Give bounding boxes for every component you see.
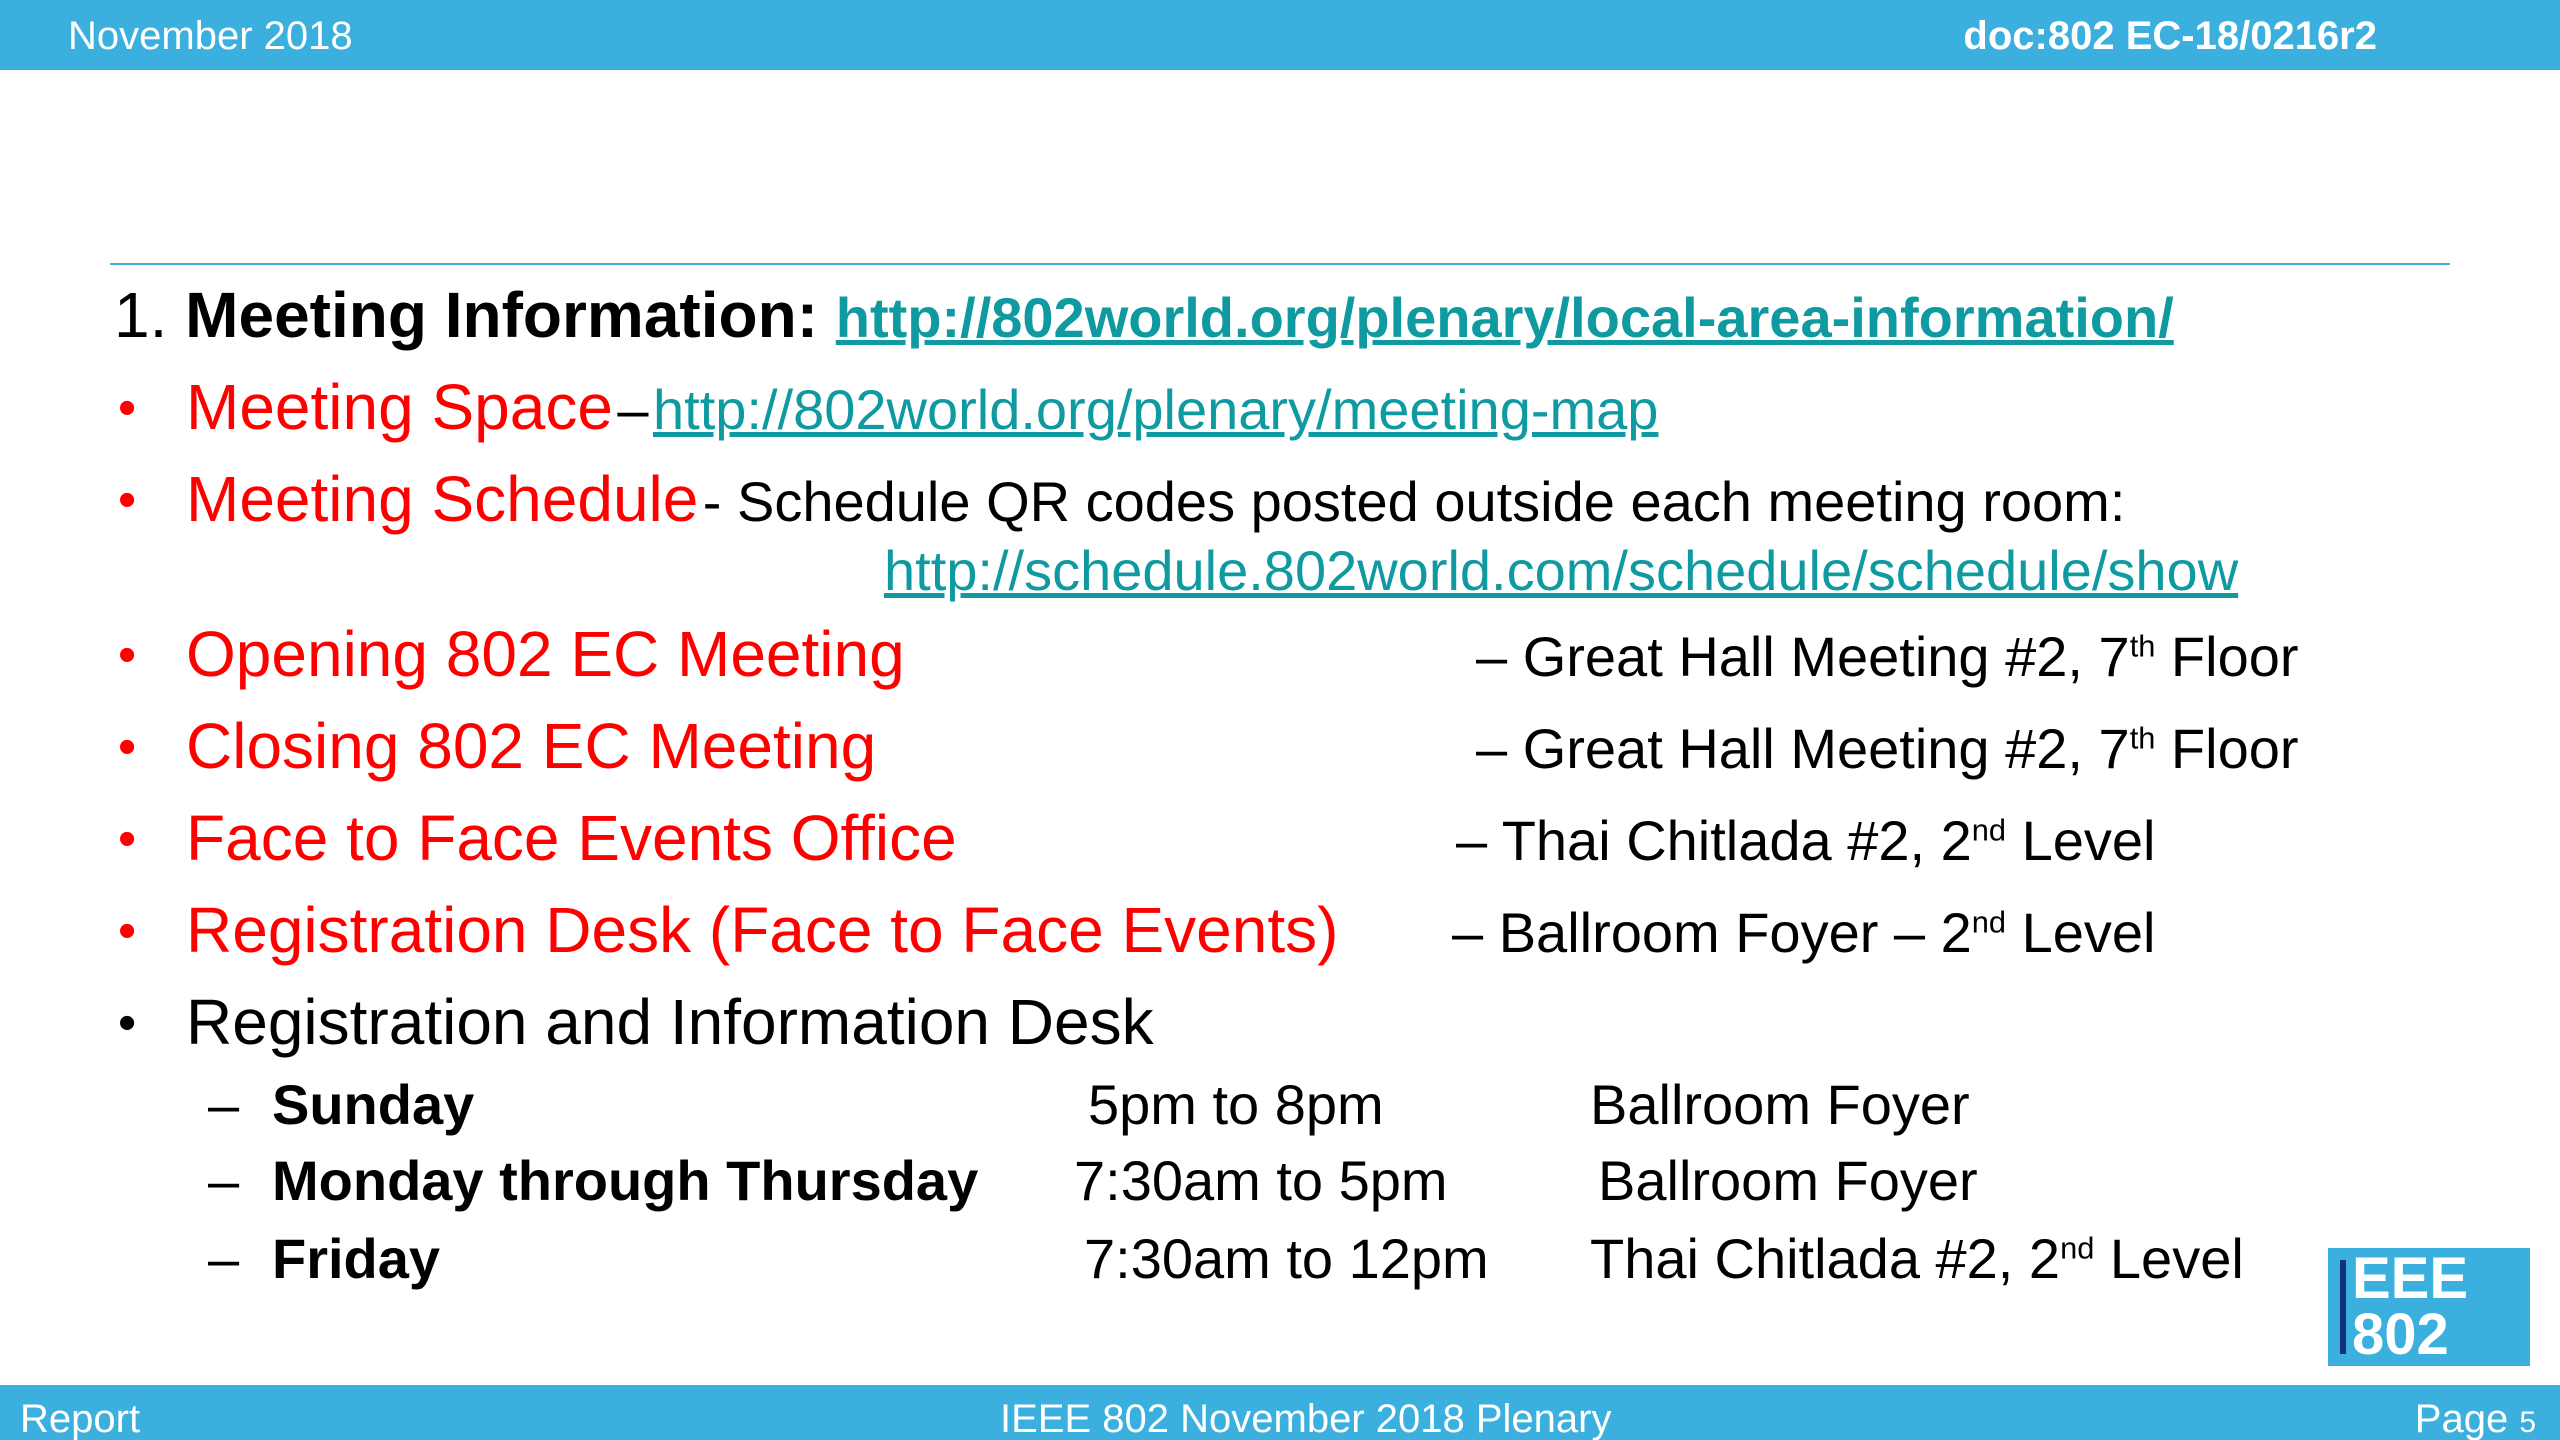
- header-date: November 2018: [68, 14, 353, 58]
- logo-line-1: EEE: [2352, 1246, 2469, 1311]
- schedule-time: 5pm to 8pm: [1088, 1073, 1384, 1136]
- schedule-row-dash: –: [208, 1149, 240, 1212]
- registration-desk-location: [1452, 900, 2155, 965]
- closing-label: Closing 802 EC Meeting: [186, 710, 877, 782]
- bullet-registration-desk: •: [118, 902, 137, 960]
- schedule-row-mon-thu: [0, 1148, 2300, 1214]
- opening-location-sup: th: [2129, 628, 2156, 664]
- schedule-time: 7:30am to 12pm: [1084, 1227, 1489, 1290]
- meeting-schedule-item: [186, 462, 2125, 536]
- closing-label-cell: [186, 709, 876, 783]
- registration-desk-location-sup: nd: [1971, 904, 2007, 940]
- schedule-place-text: Thai Chitlada #2, 2: [1590, 1227, 2061, 1290]
- meeting-space-item: [186, 370, 1658, 444]
- closing-location: [1476, 716, 2299, 781]
- registration-desk-location-suffix: Level: [2006, 901, 2156, 964]
- footer-page: [2415, 1397, 2536, 1440]
- meeting-schedule-text: - Schedule QR codes posted outside each meeting room:: [702, 470, 2126, 533]
- registration-desk-label-cell: [186, 893, 1338, 967]
- opening-location: [1476, 624, 2299, 689]
- opening-location-suffix: Floor: [2155, 625, 2299, 688]
- schedule-place-sup: nd: [2060, 1230, 2095, 1266]
- opening-label: Opening 802 EC Meeting: [186, 618, 905, 690]
- bullet-meeting-space: •: [118, 379, 137, 437]
- logo-accent-bar: [2340, 1260, 2346, 1354]
- registration-desk-location-text: – Ballroom Foyer – 2: [1452, 901, 1972, 964]
- schedule-place: Ballroom Foyer: [1590, 1073, 1970, 1136]
- meeting-space-dash: –: [617, 378, 649, 441]
- f2f-office-location-suffix: Level: [2006, 809, 2156, 872]
- f2f-office-label: Face to Face Events Office: [186, 802, 957, 874]
- opening-label-cell: [186, 617, 905, 691]
- f2f-office-location-text: – Thai Chitlada #2, 2: [1456, 809, 1972, 872]
- schedule-place-suffix: Level: [2094, 1227, 2244, 1290]
- logo-line-2: 802: [2352, 1302, 2449, 1367]
- footer-page-number: 5: [2519, 1406, 2536, 1439]
- f2f-office-label-cell: [186, 801, 957, 875]
- bullet-f2f-office: •: [118, 810, 137, 868]
- f2f-office-location-sup: nd: [1971, 812, 2007, 848]
- bullet-opening: •: [118, 626, 137, 684]
- schedule-row-dash: –: [208, 1073, 240, 1136]
- meeting-map-link[interactable]: http://802world.org/plenary/meeting-map: [653, 378, 1659, 441]
- bullet-closing: •: [118, 718, 137, 776]
- title-divider: [110, 263, 2450, 265]
- ieee-802-logo: [2328, 1248, 2530, 1366]
- title-label: Meeting Information:: [185, 279, 818, 351]
- footer-center: IEEE 802 November 2018 Plenary: [1000, 1397, 1612, 1440]
- footer-page-label: Page: [2414, 1397, 2509, 1440]
- schedule-day: Sunday: [272, 1073, 475, 1136]
- closing-location-sup: th: [2129, 720, 2156, 756]
- schedule-day: Monday through Thursday: [272, 1149, 979, 1212]
- bullet-meeting-schedule: •: [118, 471, 137, 529]
- local-area-info-link[interactable]: http://802world.org/plenary/local-area-information/: [835, 286, 2174, 349]
- schedule-day: Friday: [272, 1227, 441, 1290]
- schedule-link[interactable]: http://schedule.802world.com/schedule/schedule/show: [884, 539, 2239, 602]
- schedule-place: Ballroom Foyer: [1598, 1149, 1978, 1212]
- footer-left: Report: [20, 1397, 141, 1440]
- opening-location-text: – Great Hall Meeting #2, 7: [1476, 625, 2130, 688]
- slide-title: [114, 278, 2174, 352]
- f2f-office-location: [1456, 808, 2155, 873]
- meeting-space-label: Meeting Space: [186, 371, 613, 443]
- bullet-reg-info-desk: •: [118, 994, 137, 1052]
- header-bar: [0, 0, 2560, 70]
- closing-location-suffix: Floor: [2155, 717, 2299, 780]
- schedule-place: [1590, 1226, 2244, 1291]
- header-doc-id: doc:802 EC-18/0216r2: [1963, 14, 2377, 58]
- schedule-row-dash: –: [208, 1227, 240, 1290]
- title-number: 1.: [114, 279, 168, 351]
- closing-location-text: – Great Hall Meeting #2, 7: [1476, 717, 2130, 780]
- registration-desk-label: Registration Desk (Face to Face Events): [186, 894, 1339, 966]
- meeting-schedule-label: Meeting Schedule: [186, 463, 699, 535]
- reg-info-desk-label: Registration and Information Desk: [186, 986, 1154, 1058]
- schedule-time: 7:30am to 5pm: [1074, 1149, 1448, 1212]
- schedule-row-friday: [0, 1226, 2300, 1292]
- schedule-row-sunday: [0, 1072, 2300, 1138]
- reg-info-desk-label-cell: [186, 985, 1154, 1059]
- footer-bar: [0, 1385, 2560, 1440]
- schedule-link-row: [884, 538, 2238, 603]
